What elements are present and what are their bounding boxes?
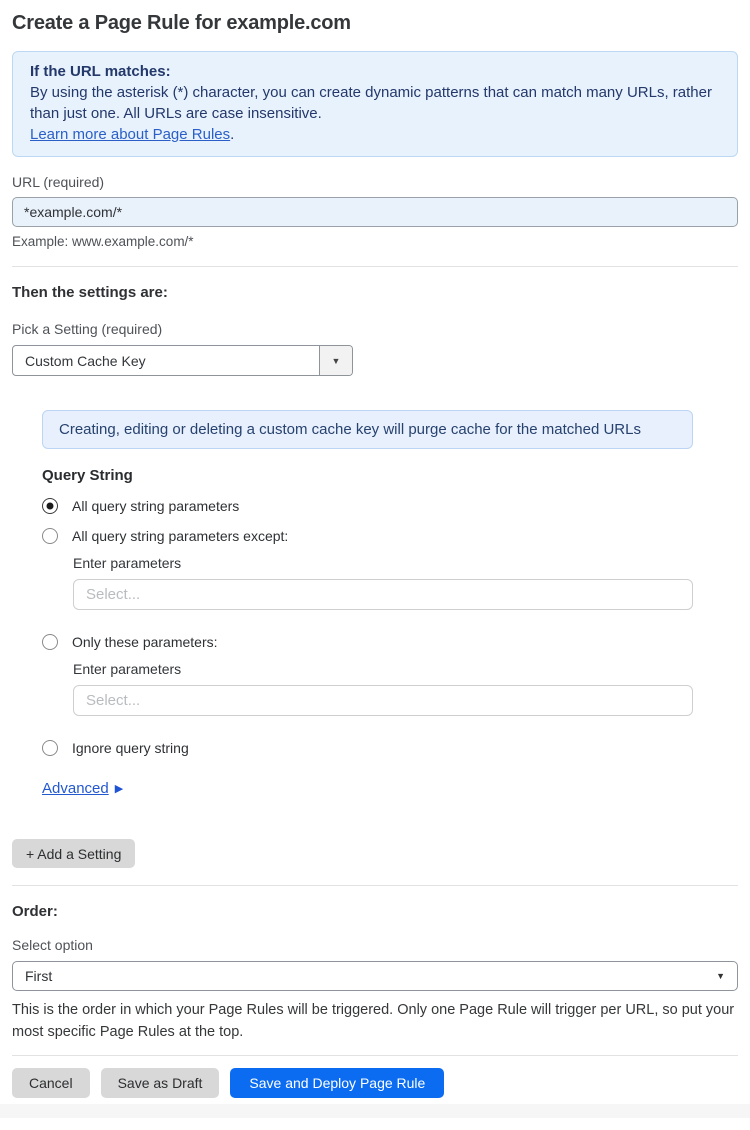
setting-dropdown-value: Custom Cache Key xyxy=(25,352,146,369)
radio-unselected-icon[interactable] xyxy=(42,634,58,650)
radio-unselected-icon[interactable] xyxy=(42,740,58,756)
info-link-row xyxy=(30,124,720,145)
order-heading: Order: xyxy=(12,903,58,920)
divider xyxy=(12,1055,738,1056)
save-as-draft-button[interactable]: Save as Draft xyxy=(101,1068,220,1098)
order-dropdown[interactable] xyxy=(12,961,738,991)
except-params-block xyxy=(73,555,738,610)
enter-parameters-label: Enter parameters xyxy=(73,661,182,677)
advanced-toggle[interactable] xyxy=(42,780,738,797)
page-title: Create a Page Rule for example.com xyxy=(12,12,351,34)
chevron-down-icon: ▼ xyxy=(331,355,341,366)
enter-parameters-label: Enter parameters xyxy=(73,555,182,571)
radio-option-label: Only these parameters: xyxy=(72,634,218,650)
order-dropdown-value: First xyxy=(25,968,53,984)
url-example-text: Example: www.example.com/* xyxy=(12,234,194,249)
cancel-button[interactable]: Cancel xyxy=(12,1068,90,1098)
chevron-down-icon: ▼ xyxy=(716,971,725,981)
radio-option-label: All query string parameters xyxy=(72,498,240,514)
footer-actions xyxy=(12,1068,738,1098)
info-link-suffix: . xyxy=(230,126,235,143)
radio-option-all-params[interactable] xyxy=(42,498,738,514)
query-string-section xyxy=(42,467,738,756)
url-input[interactable] xyxy=(12,197,738,227)
save-and-deploy-button[interactable]: Save and Deploy Page Rule xyxy=(230,1068,444,1098)
info-box-heading: If the URL matches: xyxy=(30,63,171,80)
order-help-text: This is the order in which your Page Rules will be triggered. Only one Page Rule will trigger per URL, so put your most specific Page Rules at the top. xyxy=(12,1002,735,1040)
url-label: URL (required) xyxy=(12,174,105,190)
radio-selected-icon[interactable] xyxy=(42,498,58,514)
setting-dropdown[interactable] xyxy=(12,345,353,376)
radio-option-label: Ignore query string xyxy=(72,740,189,756)
learn-more-link[interactable]: Learn more about Page Rules xyxy=(30,126,231,143)
radio-option-label: All query string parameters except: xyxy=(72,528,289,544)
divider xyxy=(12,885,738,886)
settings-heading: Then the settings are: xyxy=(12,284,168,301)
radio-unselected-icon[interactable] xyxy=(42,528,58,544)
except-parameters-input[interactable] xyxy=(73,579,693,610)
add-setting-button[interactable]: + Add a Setting xyxy=(12,839,135,868)
divider xyxy=(12,266,738,267)
pick-setting-label: Pick a Setting (required) xyxy=(12,321,163,337)
radio-option-all-except[interactable] xyxy=(42,528,738,544)
cache-key-notice: Creating, editing or deleting a custom cache key will purge cache for the matched URLs xyxy=(42,410,693,449)
bottom-strip xyxy=(0,1104,750,1118)
query-string-heading: Query String xyxy=(42,467,133,484)
radio-option-ignore-query[interactable] xyxy=(42,740,738,756)
only-parameters-input[interactable] xyxy=(73,685,693,716)
advanced-link[interactable]: Advanced xyxy=(42,780,109,797)
order-select-label: Select option xyxy=(12,937,93,953)
caret-right-icon: ▶ xyxy=(114,783,124,795)
radio-option-only-these[interactable] xyxy=(42,634,738,650)
info-box-body: By using the asterisk (*) character, you can create dynamic patterns that can match many URLs, rather than just one. All URLs are case insensitive. xyxy=(30,84,712,122)
url-match-info-box xyxy=(12,51,738,157)
setting-dropdown-arrow-cell[interactable] xyxy=(319,346,352,375)
only-params-block xyxy=(73,661,738,716)
